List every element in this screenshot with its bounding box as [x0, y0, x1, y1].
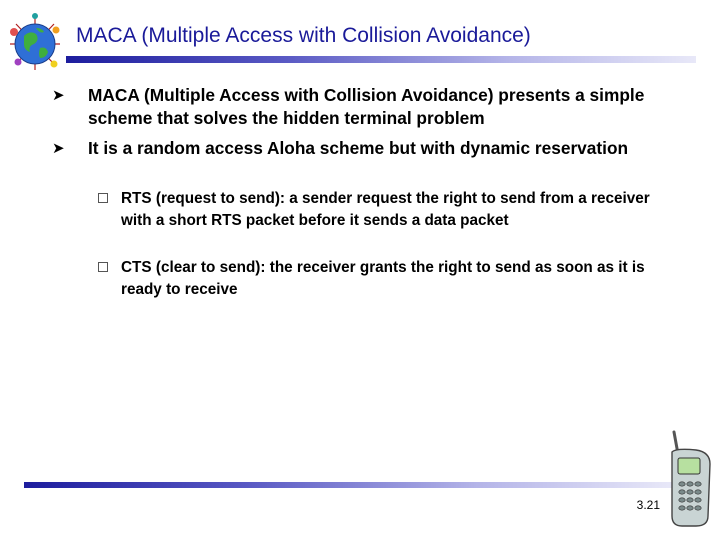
- sub-bullet-text: RTS (request to send): a sender request the right to send from a receiver with a short RTS packet before it sends a data packet: [121, 190, 650, 229]
- arrowhead-bullet-icon: ➤: [52, 87, 65, 104]
- bullet-item: [52, 137, 668, 160]
- mobile-phone-icon: [666, 430, 714, 528]
- footer-rule: [24, 482, 672, 488]
- slide-title: MACA (Multiple Access with Collision Avoidance): [76, 24, 531, 47]
- bullet-item: [52, 84, 668, 130]
- square-bullet-icon: [98, 262, 108, 272]
- bullet-text: It is a random access Aloha scheme but with dynamic reservation: [88, 138, 629, 158]
- sub-bullet-item: [121, 257, 671, 300]
- sub-bullet-text: CTS (clear to send): the receiver grants the right to send as soon as it is ready to receive: [121, 259, 645, 298]
- bullet-text: MACA (Multiple Access with Collision Avoidance) presents a simple scheme that solves the hidden terminal problem: [88, 85, 645, 128]
- arrowhead-bullet-icon: ➤: [52, 140, 65, 157]
- page-number: 3.21: [636, 498, 660, 512]
- sub-bullet-item: [121, 188, 671, 231]
- square-bullet-icon: [98, 193, 108, 203]
